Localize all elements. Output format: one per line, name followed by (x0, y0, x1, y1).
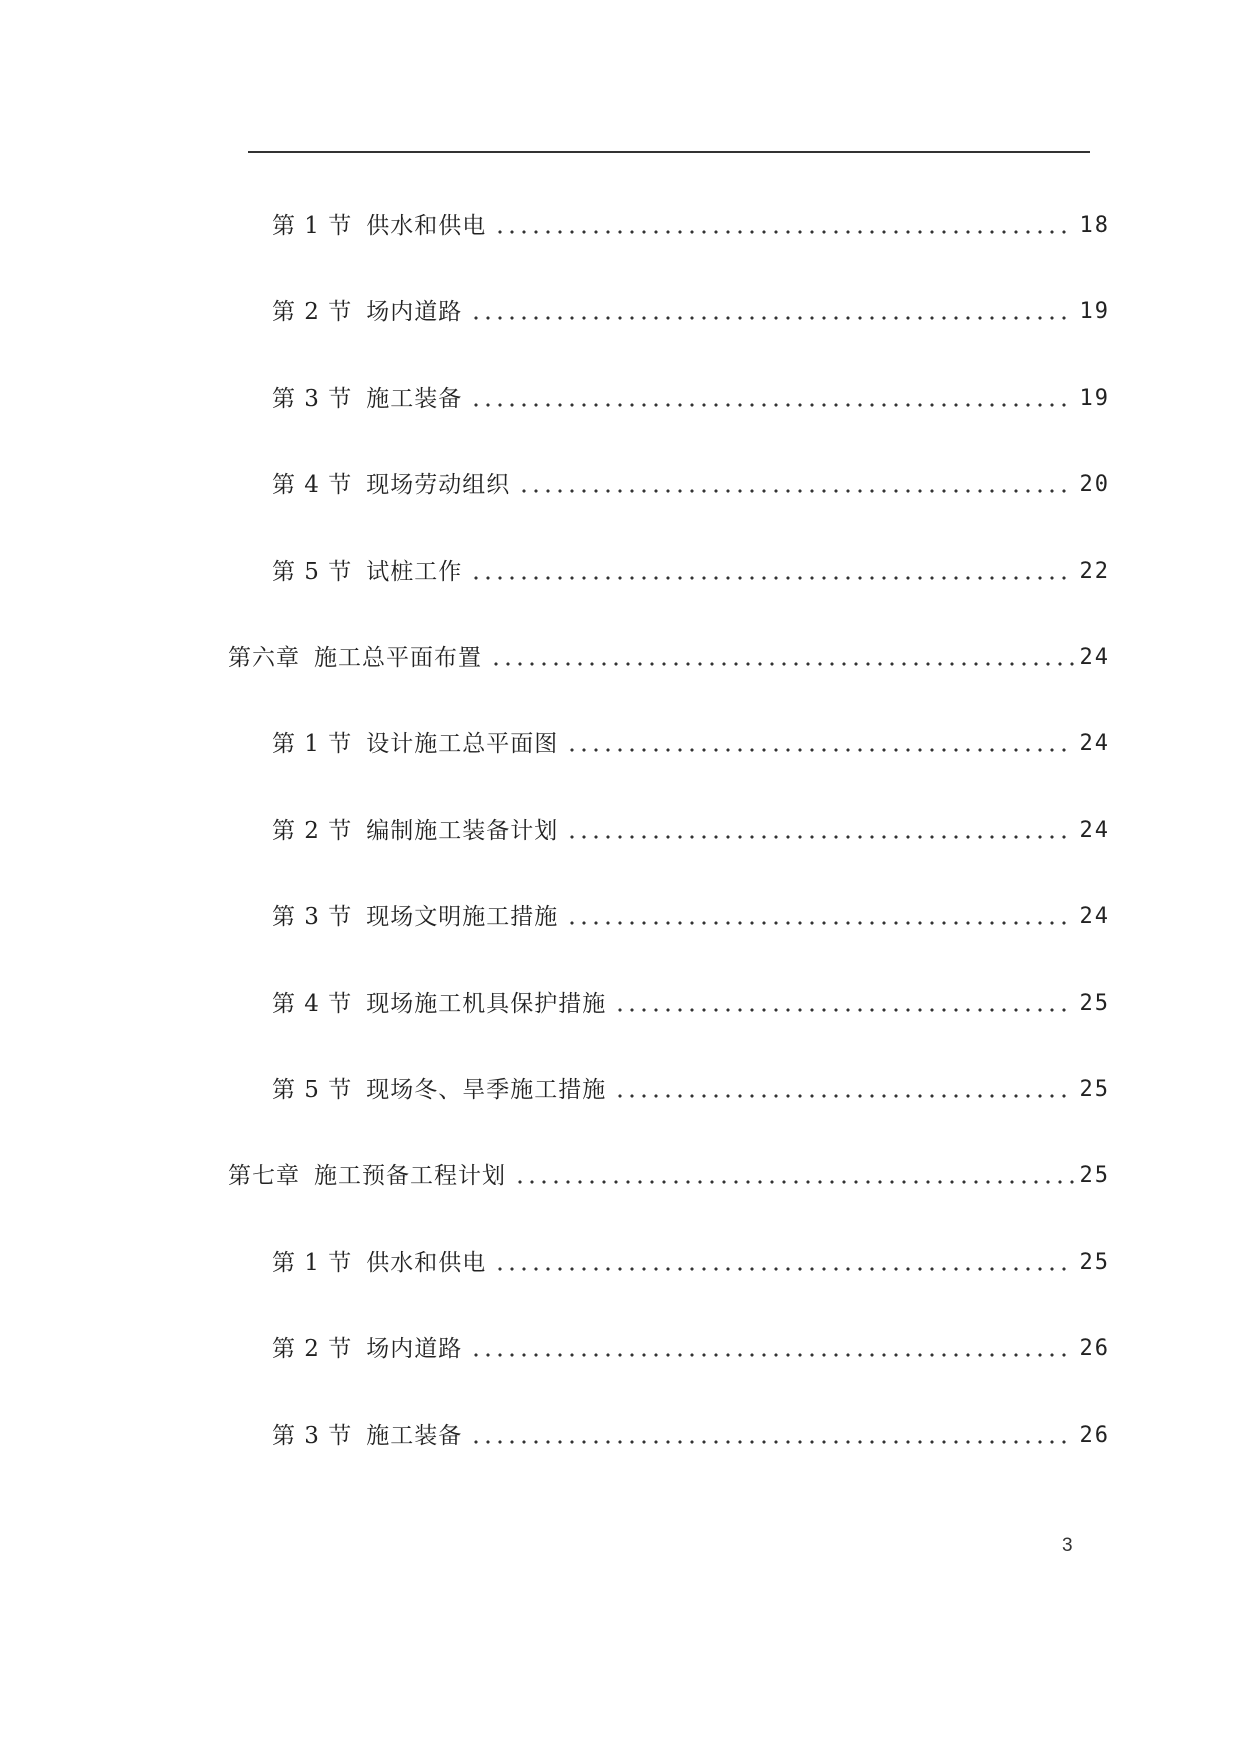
dot-leader (566, 920, 1073, 926)
toc-entry-number: 第 3 节 (272, 904, 353, 930)
dot-leader (490, 661, 1074, 667)
toc-entry-number: 第七章 (228, 1163, 300, 1189)
toc-entry-page: 25 (1079, 1163, 1110, 1188)
toc-entry-page: 24 (1079, 645, 1110, 670)
toc-entry-page: 20 (1079, 472, 1110, 497)
toc-entry[interactable] (272, 718, 1110, 758)
toc-entry-title: 现场劳动组织 (366, 472, 511, 498)
dot-leader (514, 1179, 1074, 1185)
toc-entry-page: 26 (1079, 1336, 1110, 1361)
toc-entry[interactable] (272, 1064, 1110, 1104)
toc-entry-page: 25 (1079, 991, 1110, 1016)
page-number: 3 (1062, 1535, 1073, 1556)
toc-entry-title: 施工总平面布置 (314, 645, 482, 671)
toc-entry-page: 24 (1079, 731, 1110, 756)
toc-entry-title: 施工装备 (366, 386, 463, 412)
toc-entry-page: 22 (1079, 559, 1110, 584)
toc-entry-title: 编制施工装备计划 (366, 818, 559, 844)
toc-entry[interactable] (272, 373, 1110, 413)
toc-entry[interactable] (272, 891, 1110, 931)
toc-entry[interactable] (272, 1237, 1110, 1277)
dot-leader (518, 488, 1073, 494)
toc-entry[interactable] (272, 286, 1110, 326)
toc-entry-number: 第 1 节 (272, 1250, 353, 1276)
dot-leader (566, 747, 1073, 753)
toc-entry[interactable] (228, 1150, 1110, 1190)
toc-entry-title: 试桩工作 (366, 559, 463, 585)
toc-entry-number: 第 4 节 (272, 472, 353, 498)
toc-entry-number: 第 5 节 (272, 559, 353, 585)
toc-entry[interactable] (272, 1323, 1110, 1363)
toc-entry-page: 18 (1079, 213, 1110, 238)
toc-entry-page: 26 (1079, 1423, 1110, 1448)
toc-entry-title: 供水和供电 (366, 1250, 487, 1276)
dot-leader (614, 1093, 1073, 1099)
toc-entry-number: 第 4 节 (272, 991, 353, 1017)
dot-leader (494, 1266, 1073, 1272)
toc-entry-page: 25 (1079, 1250, 1110, 1275)
toc-entry[interactable] (272, 459, 1110, 499)
toc-entry-title: 供水和供电 (366, 213, 487, 239)
toc-entry[interactable] (272, 546, 1110, 586)
toc-entry-title: 现场冬、旱季施工措施 (366, 1077, 607, 1103)
dot-leader (470, 1439, 1073, 1445)
toc-entry-number: 第 1 节 (272, 213, 353, 239)
dot-leader (470, 575, 1073, 581)
dot-leader (470, 1352, 1073, 1358)
toc-entry-number: 第六章 (228, 645, 300, 671)
toc-entry-title: 施工装备 (366, 1423, 463, 1449)
toc-entry-number: 第 3 节 (272, 386, 353, 412)
toc-entry-page: 24 (1079, 818, 1110, 843)
toc-entry-title: 设计施工总平面图 (366, 731, 559, 757)
toc-entry-number: 第 2 节 (272, 818, 353, 844)
toc-entry[interactable] (272, 805, 1110, 845)
toc-entry[interactable] (228, 632, 1110, 672)
toc-entry-page: 24 (1079, 904, 1110, 929)
toc-entry[interactable] (272, 1410, 1110, 1450)
toc-entry-number: 第 1 节 (272, 731, 353, 757)
toc-entry-number: 第 2 节 (272, 1336, 353, 1362)
toc-entry-title: 场内道路 (366, 1336, 463, 1362)
toc-entry-number: 第 2 节 (272, 299, 353, 325)
toc-entry-title: 现场文明施工措施 (366, 904, 559, 930)
dot-leader (470, 315, 1073, 321)
dot-leader (614, 1007, 1073, 1013)
toc-entry-title: 场内道路 (366, 299, 463, 325)
toc-entry-title: 现场施工机具保护措施 (366, 991, 607, 1017)
toc-entry-page: 19 (1079, 386, 1110, 411)
toc-entry-number: 第 5 节 (272, 1077, 353, 1103)
toc-entry[interactable] (272, 978, 1110, 1018)
dot-leader (566, 834, 1073, 840)
toc-entry-number: 第 3 节 (272, 1423, 353, 1449)
toc-entry-title: 施工预备工程计划 (314, 1163, 506, 1189)
toc-entry-page: 19 (1079, 299, 1110, 324)
toc-entry-page: 25 (1079, 1077, 1110, 1102)
dot-leader (470, 402, 1073, 408)
dot-leader (494, 229, 1073, 235)
toc-entry[interactable] (272, 200, 1110, 240)
